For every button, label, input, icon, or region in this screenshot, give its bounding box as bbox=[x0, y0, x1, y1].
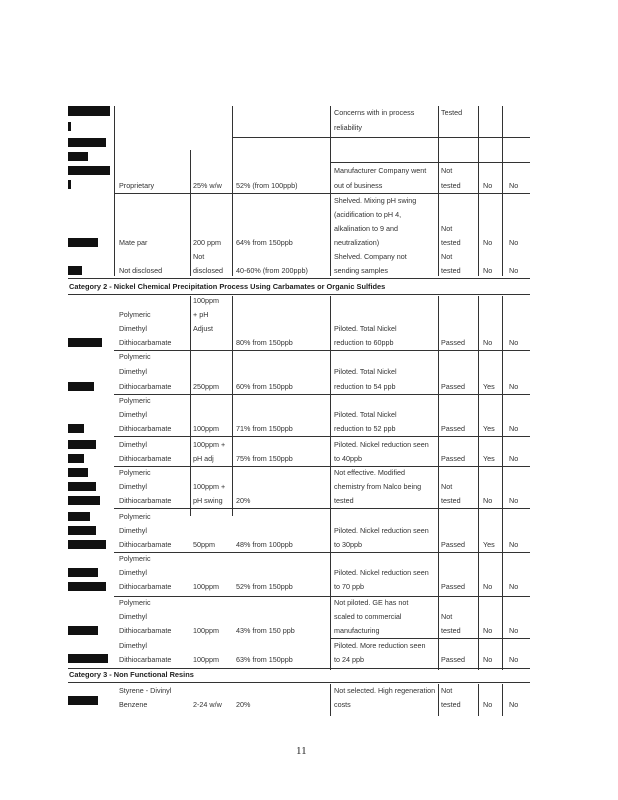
column-value: No bbox=[509, 496, 519, 505]
row-rule bbox=[68, 668, 530, 669]
result-text: chemistry from Nalco being bbox=[334, 482, 422, 491]
redaction bbox=[68, 482, 96, 491]
column-value: No bbox=[483, 655, 493, 664]
column-rule bbox=[438, 296, 439, 670]
tested-text: Passed bbox=[441, 424, 465, 433]
redaction bbox=[68, 338, 102, 347]
column-rule bbox=[330, 106, 331, 276]
row-rule bbox=[114, 193, 530, 194]
product-name: Dithiocarbamate bbox=[119, 424, 172, 433]
product-name: Proprietary bbox=[119, 181, 155, 190]
dosage: pH adj bbox=[193, 454, 214, 463]
row-rule bbox=[114, 466, 530, 467]
result-text: Concerns with in process bbox=[334, 108, 415, 117]
result-text: Piloted. Total Nickel bbox=[334, 367, 397, 376]
redaction bbox=[68, 626, 98, 635]
dosage: 250ppm bbox=[193, 382, 219, 391]
column-value: No bbox=[483, 582, 493, 591]
column-rule bbox=[438, 684, 439, 716]
product-name: Polymeric bbox=[119, 396, 151, 405]
result-text: Not piloted. GE has not bbox=[334, 598, 409, 607]
column-value: No bbox=[509, 266, 519, 275]
result-text: Not effective. Modified bbox=[334, 468, 405, 477]
effectiveness: 20% bbox=[236, 496, 251, 505]
product-name: Dimethyl bbox=[119, 568, 147, 577]
dosage: 50ppm bbox=[193, 540, 215, 549]
dosage: 25% w/w bbox=[193, 181, 222, 190]
effectiveness: 20% bbox=[236, 700, 251, 709]
result-text: reduction to 52 ppb bbox=[334, 424, 396, 433]
product-name: Dithiocarbamate bbox=[119, 454, 172, 463]
product-name: Styrene - Divinyl bbox=[119, 686, 172, 695]
redaction bbox=[68, 512, 90, 521]
category-heading: Category 2 - Nickel Chemical Precipitation Process Using Carbamates or Organic Sulfides bbox=[69, 282, 386, 291]
redaction bbox=[68, 138, 106, 147]
product-name: Dimethyl bbox=[119, 410, 147, 419]
row-rule bbox=[114, 394, 530, 395]
result-text: neutralization) bbox=[334, 238, 380, 247]
result-text: to 30ppb bbox=[334, 540, 362, 549]
redaction bbox=[68, 526, 96, 535]
effectiveness: 52% from 150ppb bbox=[236, 582, 293, 591]
column-value: No bbox=[509, 424, 519, 433]
product-name: Dimethyl bbox=[119, 440, 147, 449]
result-text: scaled to commercial bbox=[334, 612, 402, 621]
category-heading: Category 3 - Non Functional Resins bbox=[69, 670, 194, 679]
redaction bbox=[68, 696, 98, 705]
result-text: Piloted. More reduction seen bbox=[334, 641, 426, 650]
redaction bbox=[68, 654, 108, 663]
tested-text: Not bbox=[441, 166, 453, 175]
redaction bbox=[68, 440, 96, 449]
column-value: No bbox=[509, 540, 519, 549]
tested-text: Not bbox=[441, 482, 453, 491]
dosage: 100ppm + bbox=[193, 440, 226, 449]
tested-text: Passed bbox=[441, 540, 465, 549]
effectiveness: 40-60% (from 200ppb) bbox=[236, 266, 308, 275]
column-value: No bbox=[483, 700, 493, 709]
product-name: Polymeric bbox=[119, 512, 151, 521]
column-value: Yes bbox=[483, 382, 495, 391]
column-value: No bbox=[509, 700, 519, 709]
dosage: 100ppm bbox=[193, 296, 219, 305]
effectiveness: 60% from 150ppb bbox=[236, 382, 293, 391]
result-text: Piloted. Total Nickel bbox=[334, 410, 397, 419]
dosage: 200 ppm bbox=[193, 238, 221, 247]
column-value: Yes bbox=[483, 424, 495, 433]
column-rule bbox=[478, 684, 479, 716]
column-rule bbox=[190, 296, 191, 516]
row-rule bbox=[330, 638, 530, 639]
result-text: tested bbox=[334, 496, 354, 505]
result-text: to 40ppb bbox=[334, 454, 362, 463]
column-rule bbox=[478, 106, 479, 276]
product-name: Dimethyl bbox=[119, 526, 147, 535]
column-value: No bbox=[483, 181, 493, 190]
dosage: pH swing bbox=[193, 496, 223, 505]
column-rule bbox=[232, 296, 233, 516]
result-text: to 24 ppb bbox=[334, 655, 364, 664]
product-name: Dithiocarbamate bbox=[119, 338, 172, 347]
column-value: Yes bbox=[483, 454, 495, 463]
redaction bbox=[68, 106, 110, 116]
column-value: No bbox=[509, 238, 519, 247]
result-text: manufacturing bbox=[334, 626, 380, 635]
result-text: Piloted. Nickel reduction seen bbox=[334, 440, 429, 449]
row-rule bbox=[330, 162, 530, 163]
column-rule bbox=[330, 684, 331, 716]
tested-text: Passed bbox=[441, 582, 465, 591]
result-text: to 70 ppb bbox=[334, 582, 364, 591]
redaction bbox=[68, 568, 98, 577]
tested-text: tested bbox=[441, 266, 461, 275]
column-value: No bbox=[509, 181, 519, 190]
product-name: Polymeric bbox=[119, 554, 151, 563]
tested-text: Passed bbox=[441, 382, 465, 391]
dosage: 100ppm bbox=[193, 655, 219, 664]
row-rule bbox=[68, 278, 530, 279]
column-value: Yes bbox=[483, 540, 495, 549]
row-rule bbox=[232, 137, 530, 138]
row-rule bbox=[68, 682, 530, 683]
product-name: Benzene bbox=[119, 700, 148, 709]
redaction bbox=[68, 468, 88, 477]
result-text: Shelved. Mixing pH swing bbox=[334, 196, 417, 205]
tested-text: tested bbox=[441, 626, 461, 635]
tested-text: Not bbox=[441, 686, 453, 695]
product-name: Dithiocarbamate bbox=[119, 496, 172, 505]
product-name: Polymeric bbox=[119, 310, 151, 319]
tested-text: tested bbox=[441, 238, 461, 247]
redaction bbox=[68, 382, 94, 391]
column-value: No bbox=[483, 626, 493, 635]
result-text: reduction to 60ppb bbox=[334, 338, 394, 347]
redaction bbox=[68, 122, 71, 131]
dosage: disclosed bbox=[193, 266, 223, 275]
column-value: No bbox=[509, 454, 519, 463]
tested-text: Not bbox=[441, 224, 453, 233]
tested-text: Passed bbox=[441, 454, 465, 463]
redaction bbox=[68, 540, 106, 549]
column-rule bbox=[114, 106, 115, 276]
tested-text: Not bbox=[441, 612, 453, 621]
product-name: Dithiocarbamate bbox=[119, 540, 172, 549]
column-value: No bbox=[509, 382, 519, 391]
result-text: reduction to 54 ppb bbox=[334, 382, 396, 391]
product-name: Polymeric bbox=[119, 468, 151, 477]
product-name: Dimethyl bbox=[119, 324, 147, 333]
column-rule bbox=[502, 106, 503, 276]
redaction bbox=[68, 496, 100, 505]
column-value: No bbox=[509, 626, 519, 635]
result-text: alkalination to 9 and bbox=[334, 224, 398, 233]
effectiveness: 75% from 150ppb bbox=[236, 454, 293, 463]
row-rule bbox=[114, 508, 530, 509]
dosage: Not bbox=[193, 252, 205, 261]
effectiveness: 48% from 100ppb bbox=[236, 540, 293, 549]
column-value: No bbox=[483, 238, 493, 247]
column-value: No bbox=[483, 266, 493, 275]
product-name: Dimethyl bbox=[119, 367, 147, 376]
redaction bbox=[68, 582, 106, 591]
redaction bbox=[68, 266, 82, 275]
row-rule bbox=[114, 436, 530, 437]
row-rule bbox=[114, 350, 530, 351]
redaction bbox=[68, 238, 98, 247]
product-name: Polymeric bbox=[119, 598, 151, 607]
page-number: 11 bbox=[296, 745, 307, 757]
column-rule bbox=[330, 296, 331, 670]
dosage: 100ppm + bbox=[193, 482, 226, 491]
product-name: Dithiocarbamate bbox=[119, 626, 172, 635]
result-text: sending samples bbox=[334, 266, 388, 275]
column-value: No bbox=[509, 338, 519, 347]
column-value: No bbox=[509, 582, 519, 591]
redaction bbox=[68, 180, 71, 189]
column-value: No bbox=[483, 496, 493, 505]
product-name: Dithiocarbamate bbox=[119, 582, 172, 591]
product-name: Mate par bbox=[119, 238, 148, 247]
result-text: out of business bbox=[334, 181, 383, 190]
column-value: No bbox=[483, 338, 493, 347]
redaction bbox=[68, 454, 84, 463]
column-rule bbox=[502, 684, 503, 716]
column-value: No bbox=[509, 655, 519, 664]
dosage: Adjust bbox=[193, 324, 213, 333]
tested-text: tested bbox=[441, 700, 461, 709]
effectiveness: 63% from 150ppb bbox=[236, 655, 293, 664]
result-text: Piloted. Total Nickel bbox=[334, 324, 397, 333]
column-rule bbox=[438, 106, 439, 276]
product-name: Dithiocarbamate bbox=[119, 655, 172, 664]
column-rule bbox=[190, 150, 191, 276]
effectiveness: 43% from 150 ppb bbox=[236, 626, 295, 635]
dosage: 100ppm bbox=[193, 582, 219, 591]
tested-text: Not bbox=[441, 252, 453, 261]
tested-text: tested bbox=[441, 181, 461, 190]
effectiveness: 52% (from 100ppb) bbox=[236, 181, 298, 190]
tested-text: Passed bbox=[441, 338, 465, 347]
result-text: reliability bbox=[334, 123, 362, 132]
result-text: Piloted. Nickel reduction seen bbox=[334, 568, 429, 577]
result-text: Manufacturer Company went bbox=[334, 166, 427, 175]
redaction bbox=[68, 166, 110, 175]
dosage: + pH bbox=[193, 310, 209, 319]
dosage: 100ppm bbox=[193, 424, 219, 433]
result-text: Shelved. Company not bbox=[334, 252, 407, 261]
column-rule bbox=[502, 296, 503, 670]
redaction bbox=[68, 152, 88, 161]
row-rule bbox=[68, 294, 530, 295]
tested-text: Tested bbox=[441, 108, 463, 117]
column-rule bbox=[478, 296, 479, 670]
product-name: Dimethyl bbox=[119, 641, 147, 650]
result-text: Piloted. Nickel reduction seen bbox=[334, 526, 429, 535]
product-name: Polymeric bbox=[119, 352, 151, 361]
effectiveness: 80% from 150ppb bbox=[236, 338, 293, 347]
redaction bbox=[68, 424, 84, 433]
result-text: (acidification to pH 4, bbox=[334, 210, 402, 219]
product-name: Dimethyl bbox=[119, 612, 147, 621]
row-rule bbox=[114, 552, 530, 553]
product-name: Not disclosed bbox=[119, 266, 163, 275]
dosage: 2-24 w/w bbox=[193, 700, 222, 709]
tested-text: tested bbox=[441, 496, 461, 505]
column-rule bbox=[232, 106, 233, 276]
dosage: 100ppm bbox=[193, 626, 219, 635]
effectiveness: 71% from 150ppb bbox=[236, 424, 293, 433]
result-text: costs bbox=[334, 700, 351, 709]
row-rule bbox=[114, 596, 530, 597]
product-name: Dimethyl bbox=[119, 482, 147, 491]
effectiveness: 64% from 150ppb bbox=[236, 238, 293, 247]
product-name: Dithiocarbamate bbox=[119, 382, 172, 391]
result-text: Not selected. High regeneration bbox=[334, 686, 436, 695]
tested-text: Passed bbox=[441, 655, 465, 664]
